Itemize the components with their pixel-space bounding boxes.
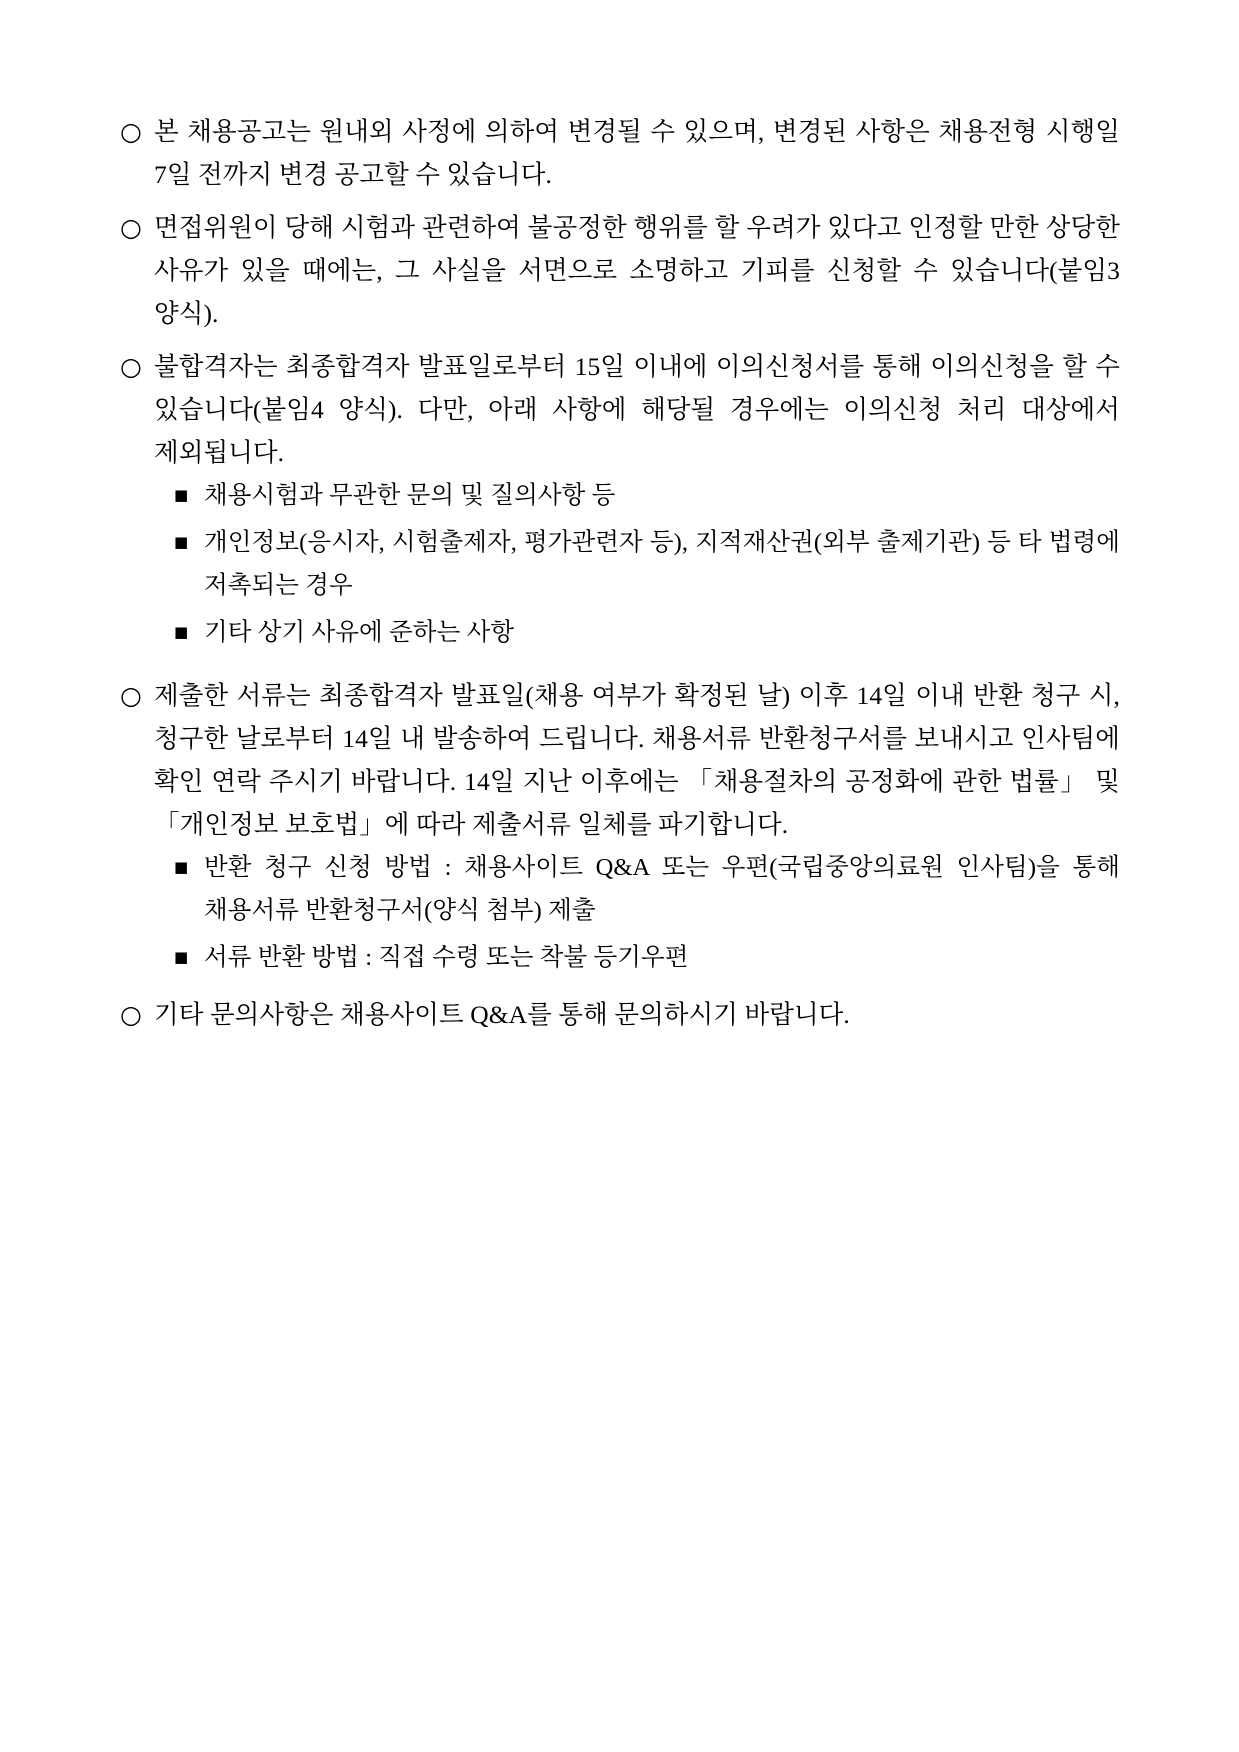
list-item-body — [154, 345, 1120, 658]
list-item-body — [154, 674, 1120, 983]
square-bullet-icon: ■ — [174, 533, 189, 551]
circle-bullet-icon: ○ — [120, 352, 142, 381]
list-item-body — [154, 206, 1120, 335]
sub-paragraph-text: 반환 청구 신청 방법 : 채용사이트 Q&A 또는 우편(국립중앙의료원 인사팀)을 통해 채용서류 반환청구서(양식 첨부) 제출 — [204, 854, 1120, 924]
sub-paragraph-text: 기타 상기 사유에 준하는 사항 — [204, 619, 515, 646]
paragraph-text: 불합격자는 최종합격자 발표일로부터 15일 이내에 이의신청서를 통해 이의신청을 할 수 있습니다(붙임4 양식). 다만, 아래 사항에 해당될 경우에는 이의신청 처리 대상에서 제외됩니다. — [154, 352, 1120, 467]
paragraph-text: 본 채용공고는 원내외 사정에 의하여 변경될 수 있으며, 변경된 사항은 채용전형 시행일 7일 전까지 변경 공고할 수 있습니다. — [154, 117, 1120, 189]
list-item-body — [154, 993, 1120, 1036]
sub-list-item — [174, 611, 1120, 654]
square-bullet-icon: ■ — [174, 486, 189, 504]
list-item — [120, 345, 1120, 658]
circle-bullet-icon: ○ — [120, 1000, 142, 1029]
sub-list-item — [174, 936, 1120, 979]
sub-list-item — [174, 474, 1120, 517]
document-content — [120, 110, 1120, 1036]
list-item — [120, 674, 1120, 983]
square-bullet-icon: ■ — [174, 858, 189, 876]
sub-paragraph-text: 서류 반환 방법 : 직접 수령 또는 착불 등기우편 — [204, 944, 689, 971]
sub-paragraph-text: 개인정보(응시자, 시험출제자, 평가관련자 등), 지적재산권(외부 출제기관) 등 타 법령에 저촉되는 경우 — [204, 529, 1120, 599]
paragraph-text: 제출한 서류는 최종합격자 발표일(채용 여부가 확정된 날) 이후 14일 이내 반환 청구 시, 청구한 날로부터 14일 내 발송하여 드립니다. 채용서류 반환청구서를 보내시고 인사팀에 확인 연락 주시기 바랍니다. 14일 지난 이후에는 「채용절차의 공정화에 관한 법률」 및 「개인정보 보호법」에 따라 제출서류 일체를 파기합니다. — [154, 681, 1120, 839]
list-item-body — [154, 110, 1120, 196]
sub-paragraph-text: 채용시험과 무관한 문의 및 질의사항 등 — [204, 482, 616, 509]
list-item — [120, 110, 1120, 196]
circle-bullet-icon: ○ — [120, 117, 142, 146]
list-item — [120, 206, 1120, 335]
sub-list-item — [174, 846, 1120, 932]
square-bullet-icon: ■ — [174, 948, 189, 966]
circle-bullet-icon: ○ — [120, 213, 142, 242]
paragraph-text: 면접위원이 당해 시험과 관련하여 불공정한 행위를 할 우려가 있다고 인정할 만한 상당한 사유가 있을 때에는, 그 사실을 서면으로 소명하고 기피를 신청할 수 있습니다(붙임3 양식). — [154, 213, 1120, 328]
circle-bullet-icon: ○ — [120, 681, 142, 710]
list-item — [120, 993, 1120, 1036]
paragraph-text: 기타 문의사항은 채용사이트 Q&A를 통해 문의하시기 바랍니다. — [154, 1000, 850, 1029]
square-bullet-icon: ■ — [174, 623, 189, 641]
sub-list-item — [174, 521, 1120, 607]
